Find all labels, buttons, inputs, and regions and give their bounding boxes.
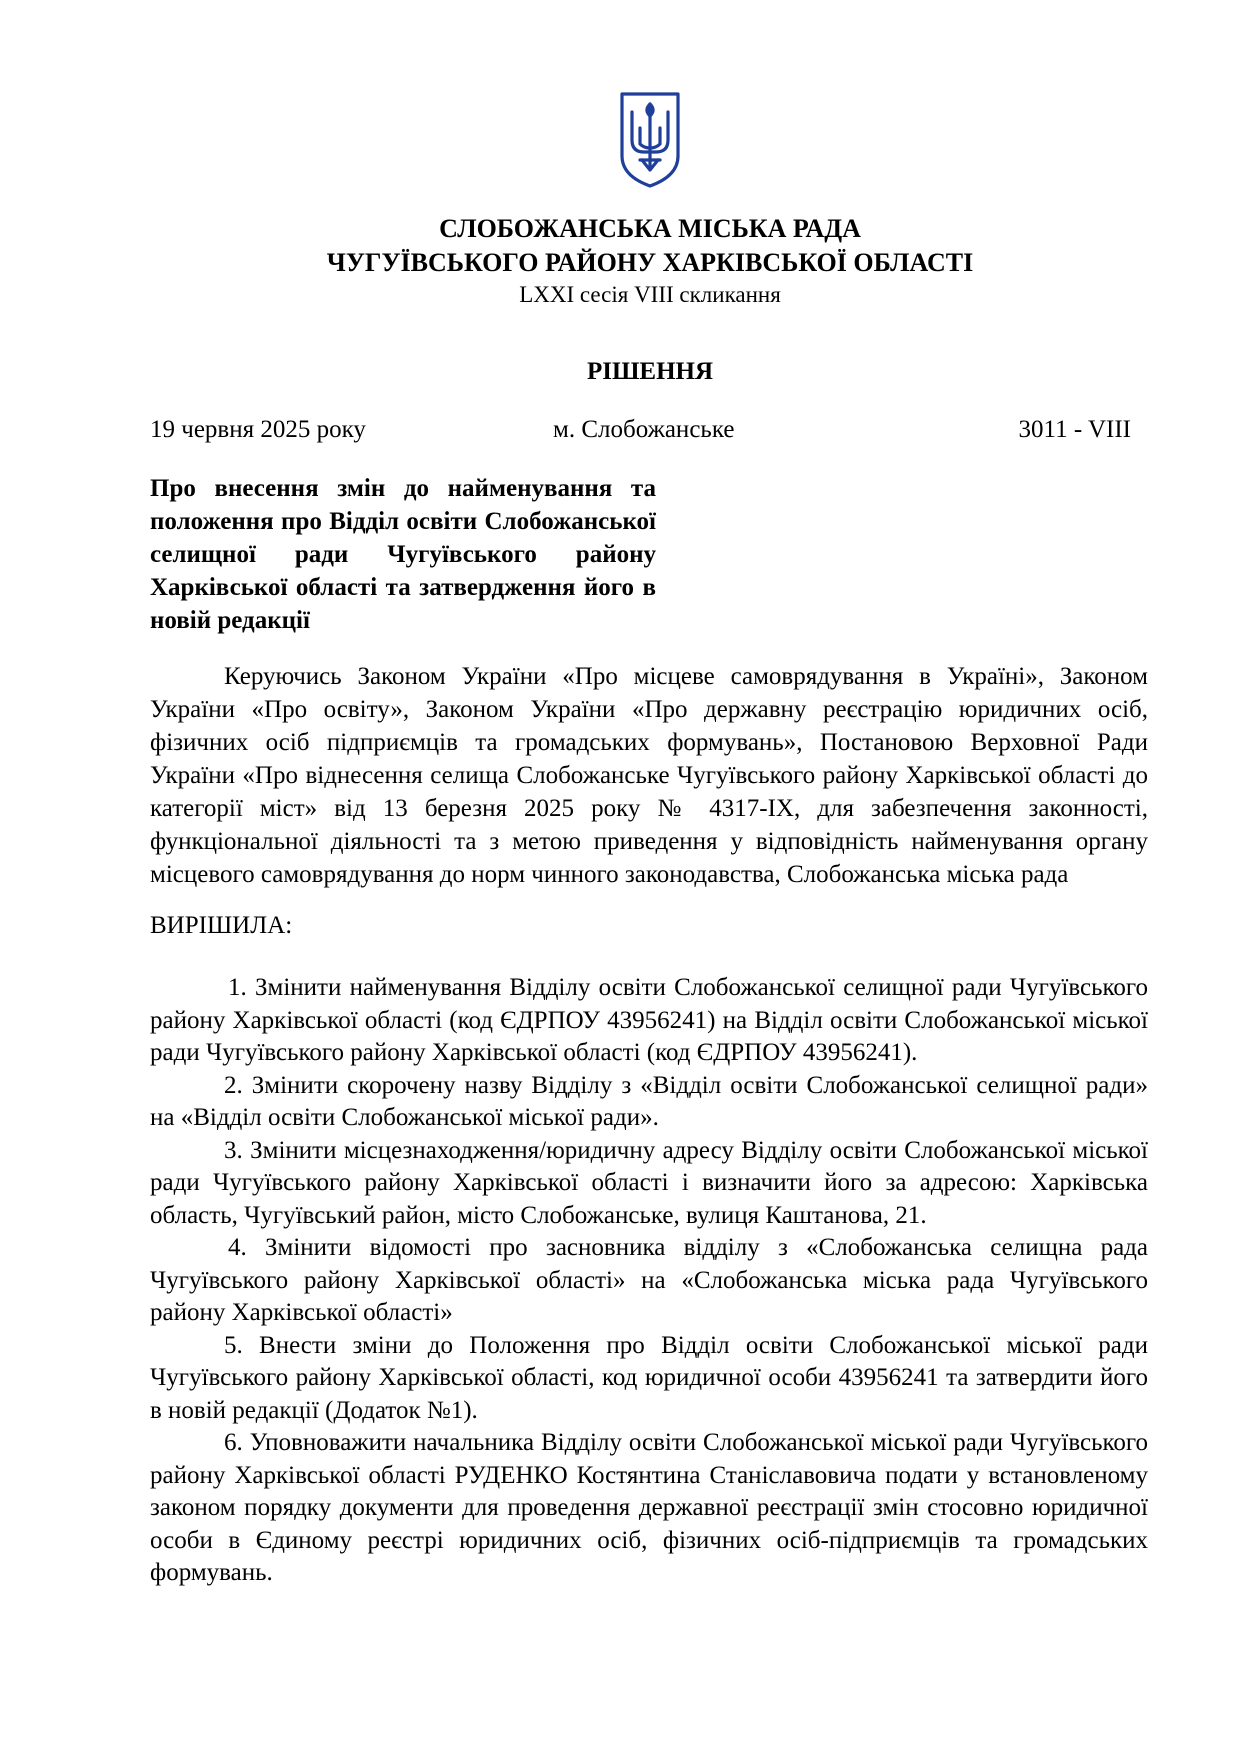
decision-item: 2. Змінити скорочену назву Відділу з «Відділ освіти Слобожанської селищної ради» на «Відділ освіти Слобожанської міської ради».: [150, 1071, 1148, 1131]
decision-item: 4. Змінити відомості про засновника відділу з «Слобожанська селищна рада Чугуївського району Харківської області» на «Слобожанська міська рада Чугуївського району Харківської області»: [150, 1234, 1148, 1326]
decision-place: м. Слобожанське: [553, 416, 735, 443]
decision-item: 5. Внести зміни до Положення про Відділ освіти Слобожанської міської ради Чугуївського району Харківської області, код юридичної особи 43956241 та затвердити його в новій редакції (Додаток №1).: [150, 1331, 1148, 1424]
document-type-title: РІШЕННЯ: [586, 358, 714, 385]
district-name: ЧУГУЇВСЬКОГО РАЙОНУ ХАРКІВСЬКОЇ ОБЛАСТІ: [326, 248, 974, 277]
resolved-label: ВИРІШИЛА:: [150, 912, 293, 939]
decision-subject: Про внесення змін до найменування та положення про Відділ освіти Слобожанської селищної ради Чугуївського району Харківської області та затвердження його в новій редакції: [150, 475, 656, 634]
preamble-paragraph: Керуючись Законом України «Про місцеве самоврядування в Україні», Законом України «Про освіту», Законом України «Про державну реєстрацію юридичних осіб, фізичних осіб підприємців та громадських формувань», Постановою Верховної Ради України «Про віднесення селища Слобожанське Чугуївського району Харківської області до категорії міст» від 13 березня 2025 року № 4317-IX, для забезпечення законності, функціональної діяльності та з метою приведення у відповідність найменування органу місцевого самоврядування до норм чинного законодавства, Слобожанська міська рада: [150, 663, 1148, 888]
decision-number: 3011 - VIII: [1018, 416, 1131, 443]
council-name: СЛОБОЖАНСЬКА МІСЬКА РАДА: [439, 214, 861, 243]
decision-meta-row: [150, 414, 1150, 446]
coat-of-arms-icon: [618, 90, 682, 190]
decision-items: [150, 972, 1148, 1590]
session-label: LXXI сесія VIII скликання: [519, 282, 781, 307]
decision-item: 3. Змінити місцезнаходження/юридичну адресу Відділу освіти Слобожанської міської ради Чугуївського району Харківської області і визначити його за адресою: Харківська область, Чугуївський район, місто Слобожанське, вулиця Каштанова, 21.: [150, 1136, 1148, 1229]
decision-date: 19 червня 2025 року: [150, 416, 366, 443]
council-header: [150, 212, 1150, 310]
decision-item: 1. Змінити найменування Відділу освіти Слобожанської селищної ради Чугуївського району Харківської області (код ЄДРПОУ 43956241) на Відділ освіти Слобожанської міської ради Чугуївського району Харківської області (код ЄДРПОУ 43956241).: [150, 974, 1148, 1066]
decision-item: 6. Уповноважити начальника Відділу освіти Слобожанської міської ради Чугуївського району Харківської області РУДЕНКО Костянтина Станіславовича подати у встановленому законом порядку документи для проведення державної реєстрації змін стосовно юридичної особи в Єдиному реєстрі юридичних осіб, фізичних осіб-підприємців та громадських формувань.: [150, 1429, 1148, 1586]
